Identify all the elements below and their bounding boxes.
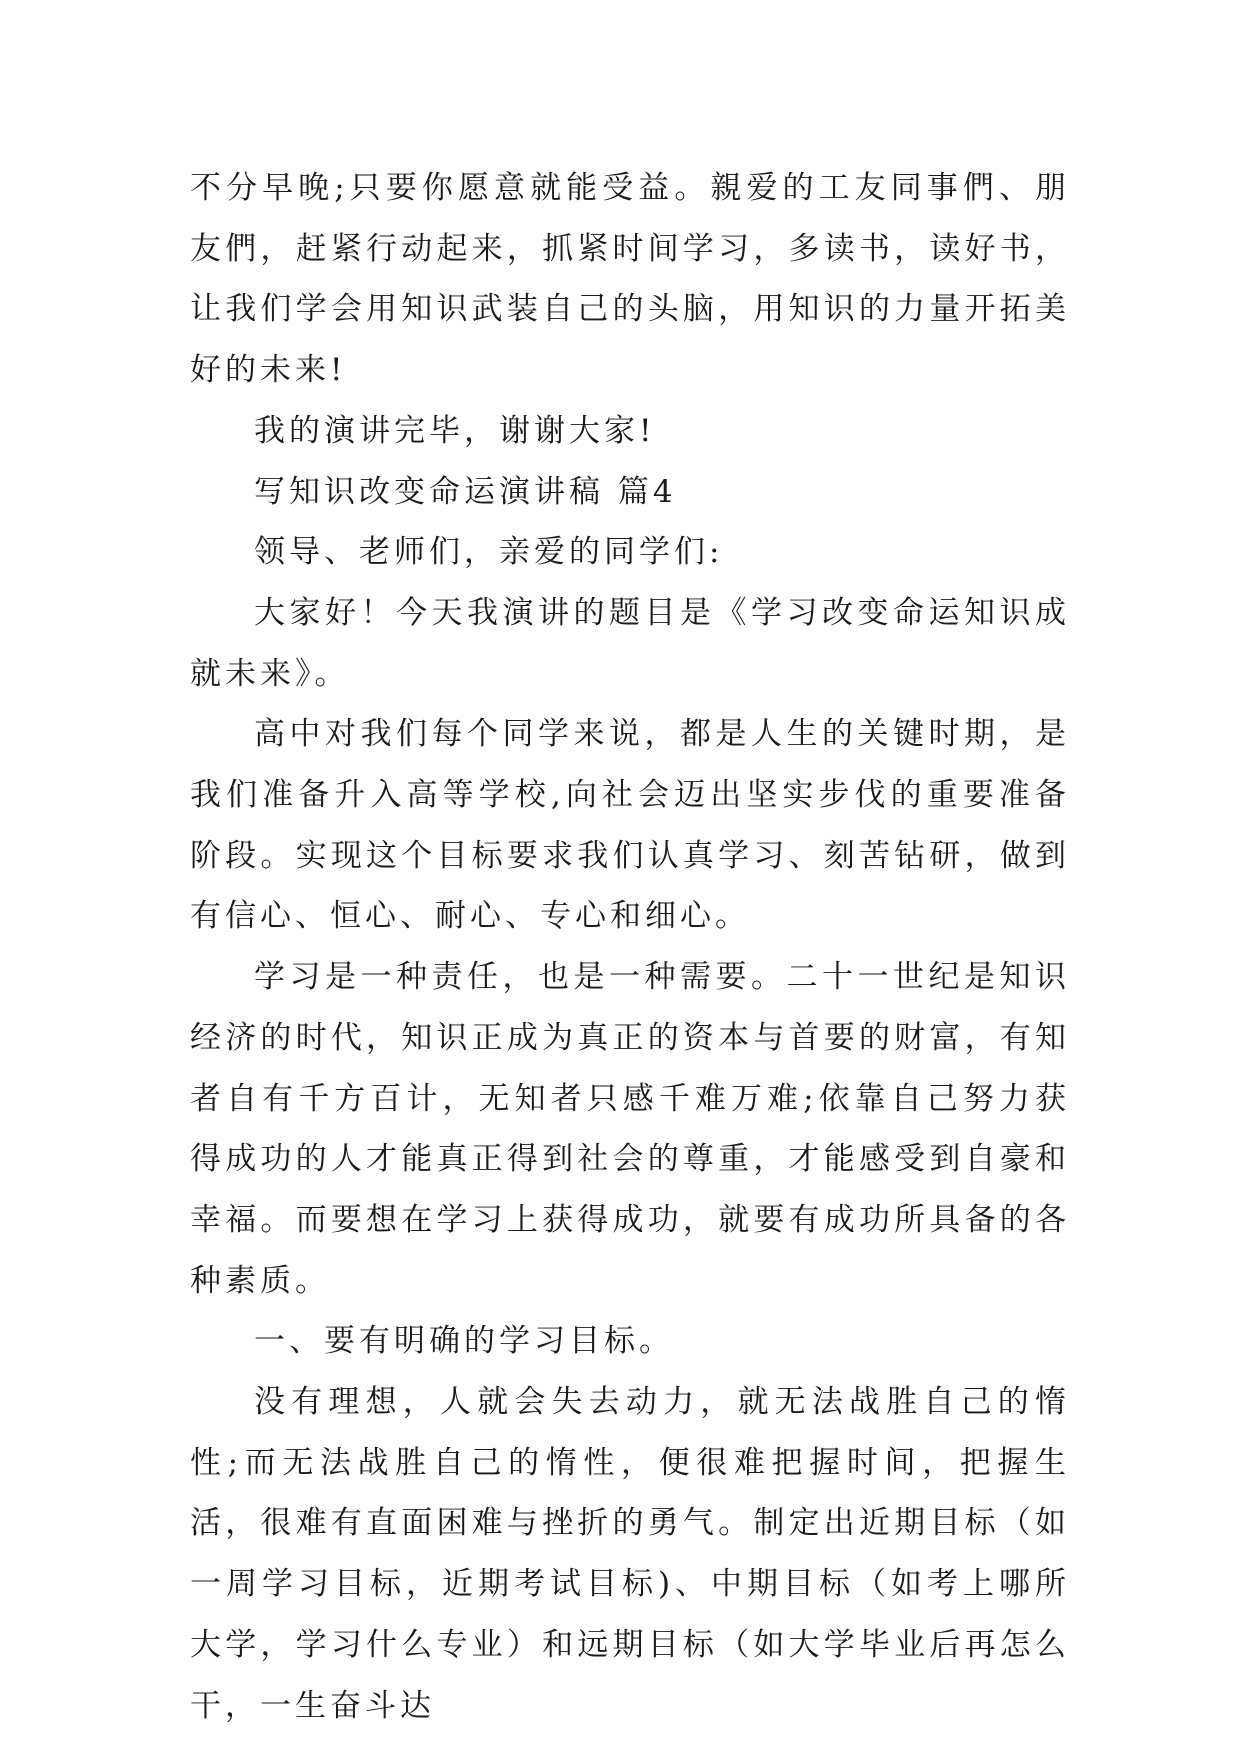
list-heading: 一、要有明确的学习目标。: [254, 1323, 674, 1360]
paragraph: 高中对我们每个同学来说，都是人生的关键时期，是我们准备升入高等学校,向社会迈出坚实步伐的重要准备阶段。实现这个目标要求我们认真学习、刻苦钻研，做到有信心、恒心、耐心、专心和细心。: [190, 716, 1070, 935]
section-heading: 写知识改变命运演讲稿 篇4: [254, 473, 677, 510]
document-body: [190, 158, 1070, 1736]
paragraph: 不分早晚;只要你愿意就能受益。親爱的工友同事們、朋友們，赶紧行动起来，抓紧时间学习，多读书，读好书，让我们学会用知识武装自己的头脑，用知识的力量开拓美好的未来!: [190, 170, 1070, 389]
salutation: 领导、老师们，亲爱的同学们:: [254, 534, 724, 571]
paragraph: 学习是一种责任，也是一种需要。二十一世纪是知识经济的时代，知识正成为真正的资本与首要的财富，有知者自有千方百计，无知者只感千难万难;依靠自己努力获得成功的人才能真正得到社会的尊重，才能感受到自豪和幸福。而要想在学习上获得成功，就要有成功所具备的各种素质。: [190, 959, 1070, 1299]
paragraph: 没有理想，人就会失去动力，就无法战胜自己的惰性;而无法战胜自己的惰性，便很难把握时间，把握生活，很难有直面困难与挫折的勇气。制定出近期目标（如一周学习目标，近期考试目标)、中期目标（如考上哪所大学，学习什么专业）和远期目标（如大学毕业后再怎么干，一生奋斗达: [190, 1384, 1070, 1724]
paragraph: 我的演讲完毕，谢谢大家!: [254, 412, 656, 449]
paragraph: 大家好！今天我演讲的题目是《学习改变命运知识成就未来》。: [190, 594, 1070, 692]
